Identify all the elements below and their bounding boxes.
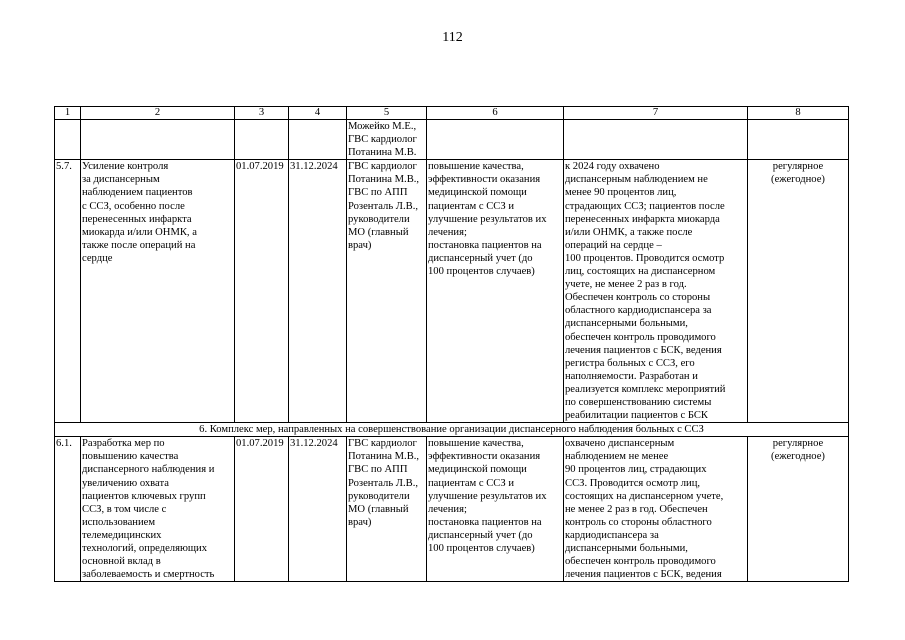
header-cell: 8 — [748, 107, 849, 120]
section-title: 6. Комплекс мер, направленных на совершенствование организации диспансерного наблюдения больных с ССЗ — [55, 423, 849, 437]
periodicity-cell: регулярное (ежегодное) — [748, 437, 849, 582]
event-cell: Усиление контроля за диспансерным наблюдением пациентов с ССЗ, особенно после перенесенных инфаркта миокарда и/или ОНМК, а также после операций на сердце — [81, 160, 235, 423]
section-header-row — [55, 423, 849, 437]
responsible-cell: ГВС кардиолог Потанина М.В., ГВС по АПП Розенталь Л.В., руководители МО (главный врач) — [347, 437, 427, 582]
header-cell: 6 — [427, 107, 564, 120]
table-row — [55, 437, 849, 582]
start-date-cell: 01.07.2019 — [235, 160, 289, 423]
header-cell: 1 — [55, 107, 81, 120]
table-header-row — [55, 107, 849, 120]
event-cell: Разработка мер по повышению качества диспансерного наблюдения и увеличению охвата пациентов ключевых групп ССЗ, в том числе с использованием телемедицинских технологий, определяющих основной вклад в заболеваемость и смертность — [81, 437, 235, 582]
table-row — [55, 120, 849, 160]
header-cell: 4 — [289, 107, 347, 120]
result-cell: охвачено диспансерным наблюдением не менее 90 процентов лиц, страдающих ССЗ. Проводится осмотр лиц, состоящих на диспансерном учете, не менее 2 раз в год. Обеспечен контроль со стороны областного кардиодиспансера за диспансерными больными, обеспечен контроль проводимого лечения пациентов с БСК, ведения — [564, 437, 748, 582]
responsible-cell: Можейко М.Е., ГВС кардиолог Потанина М.В. — [347, 120, 427, 160]
end-date-cell: 31.12.2024 — [289, 437, 347, 582]
start-date-cell: 01.07.2019 — [235, 437, 289, 582]
header-cell: 7 — [564, 107, 748, 120]
characteristic-cell: повышение качества, эффективности оказания медицинской помощи пациентам с ССЗ и улучшение результатов их лечения; постановка пациентов на диспансерный учет (до 100 процентов случаев) — [427, 437, 564, 582]
periodicity-cell: регулярное (ежегодное) — [748, 160, 849, 423]
header-cell: 2 — [81, 107, 235, 120]
header-cell: 5 — [347, 107, 427, 120]
page-number: 112 — [442, 30, 463, 45]
result-cell: к 2024 году охвачено диспансерным наблюдением не менее 90 процентов лиц, страдающих ССЗ; пациентов после перенесенных инфаркта миокарда и/или ОНМК, а также после операций на сердце – 100 процентов. Проводится осмотр лиц, состоящих на диспансерном учете, не менее 2 раз в год. Обеспечен контроль со стороны областного кардиодиспансера за диспансерными больными, обеспечен контроль проводимого лечения пациентов с БСК, ведения регистра больных с ССЗ, его наполняемости. Разработан и реализуется комплекс мероприятий по совершенствованию системы реабилитации пациентов с БСК — [564, 160, 748, 423]
header-cell: 3 — [235, 107, 289, 120]
table-row — [55, 160, 849, 423]
row-number: 5.7. — [55, 160, 81, 423]
row-number: 6.1. — [55, 437, 81, 582]
responsible-cell: ГВС кардиолог Потанина М.В., ГВС по АПП Розенталь Л.В., руководители МО (главный врач) — [347, 160, 427, 423]
characteristic-cell: повышение качества, эффективности оказания медицинской помощи пациентам с ССЗ и улучшение результатов их лечения; постановка пациентов на диспансерный учет (до 100 процентов случаев) — [427, 160, 564, 423]
end-date-cell: 31.12.2024 — [289, 160, 347, 423]
plan-table — [54, 106, 849, 582]
